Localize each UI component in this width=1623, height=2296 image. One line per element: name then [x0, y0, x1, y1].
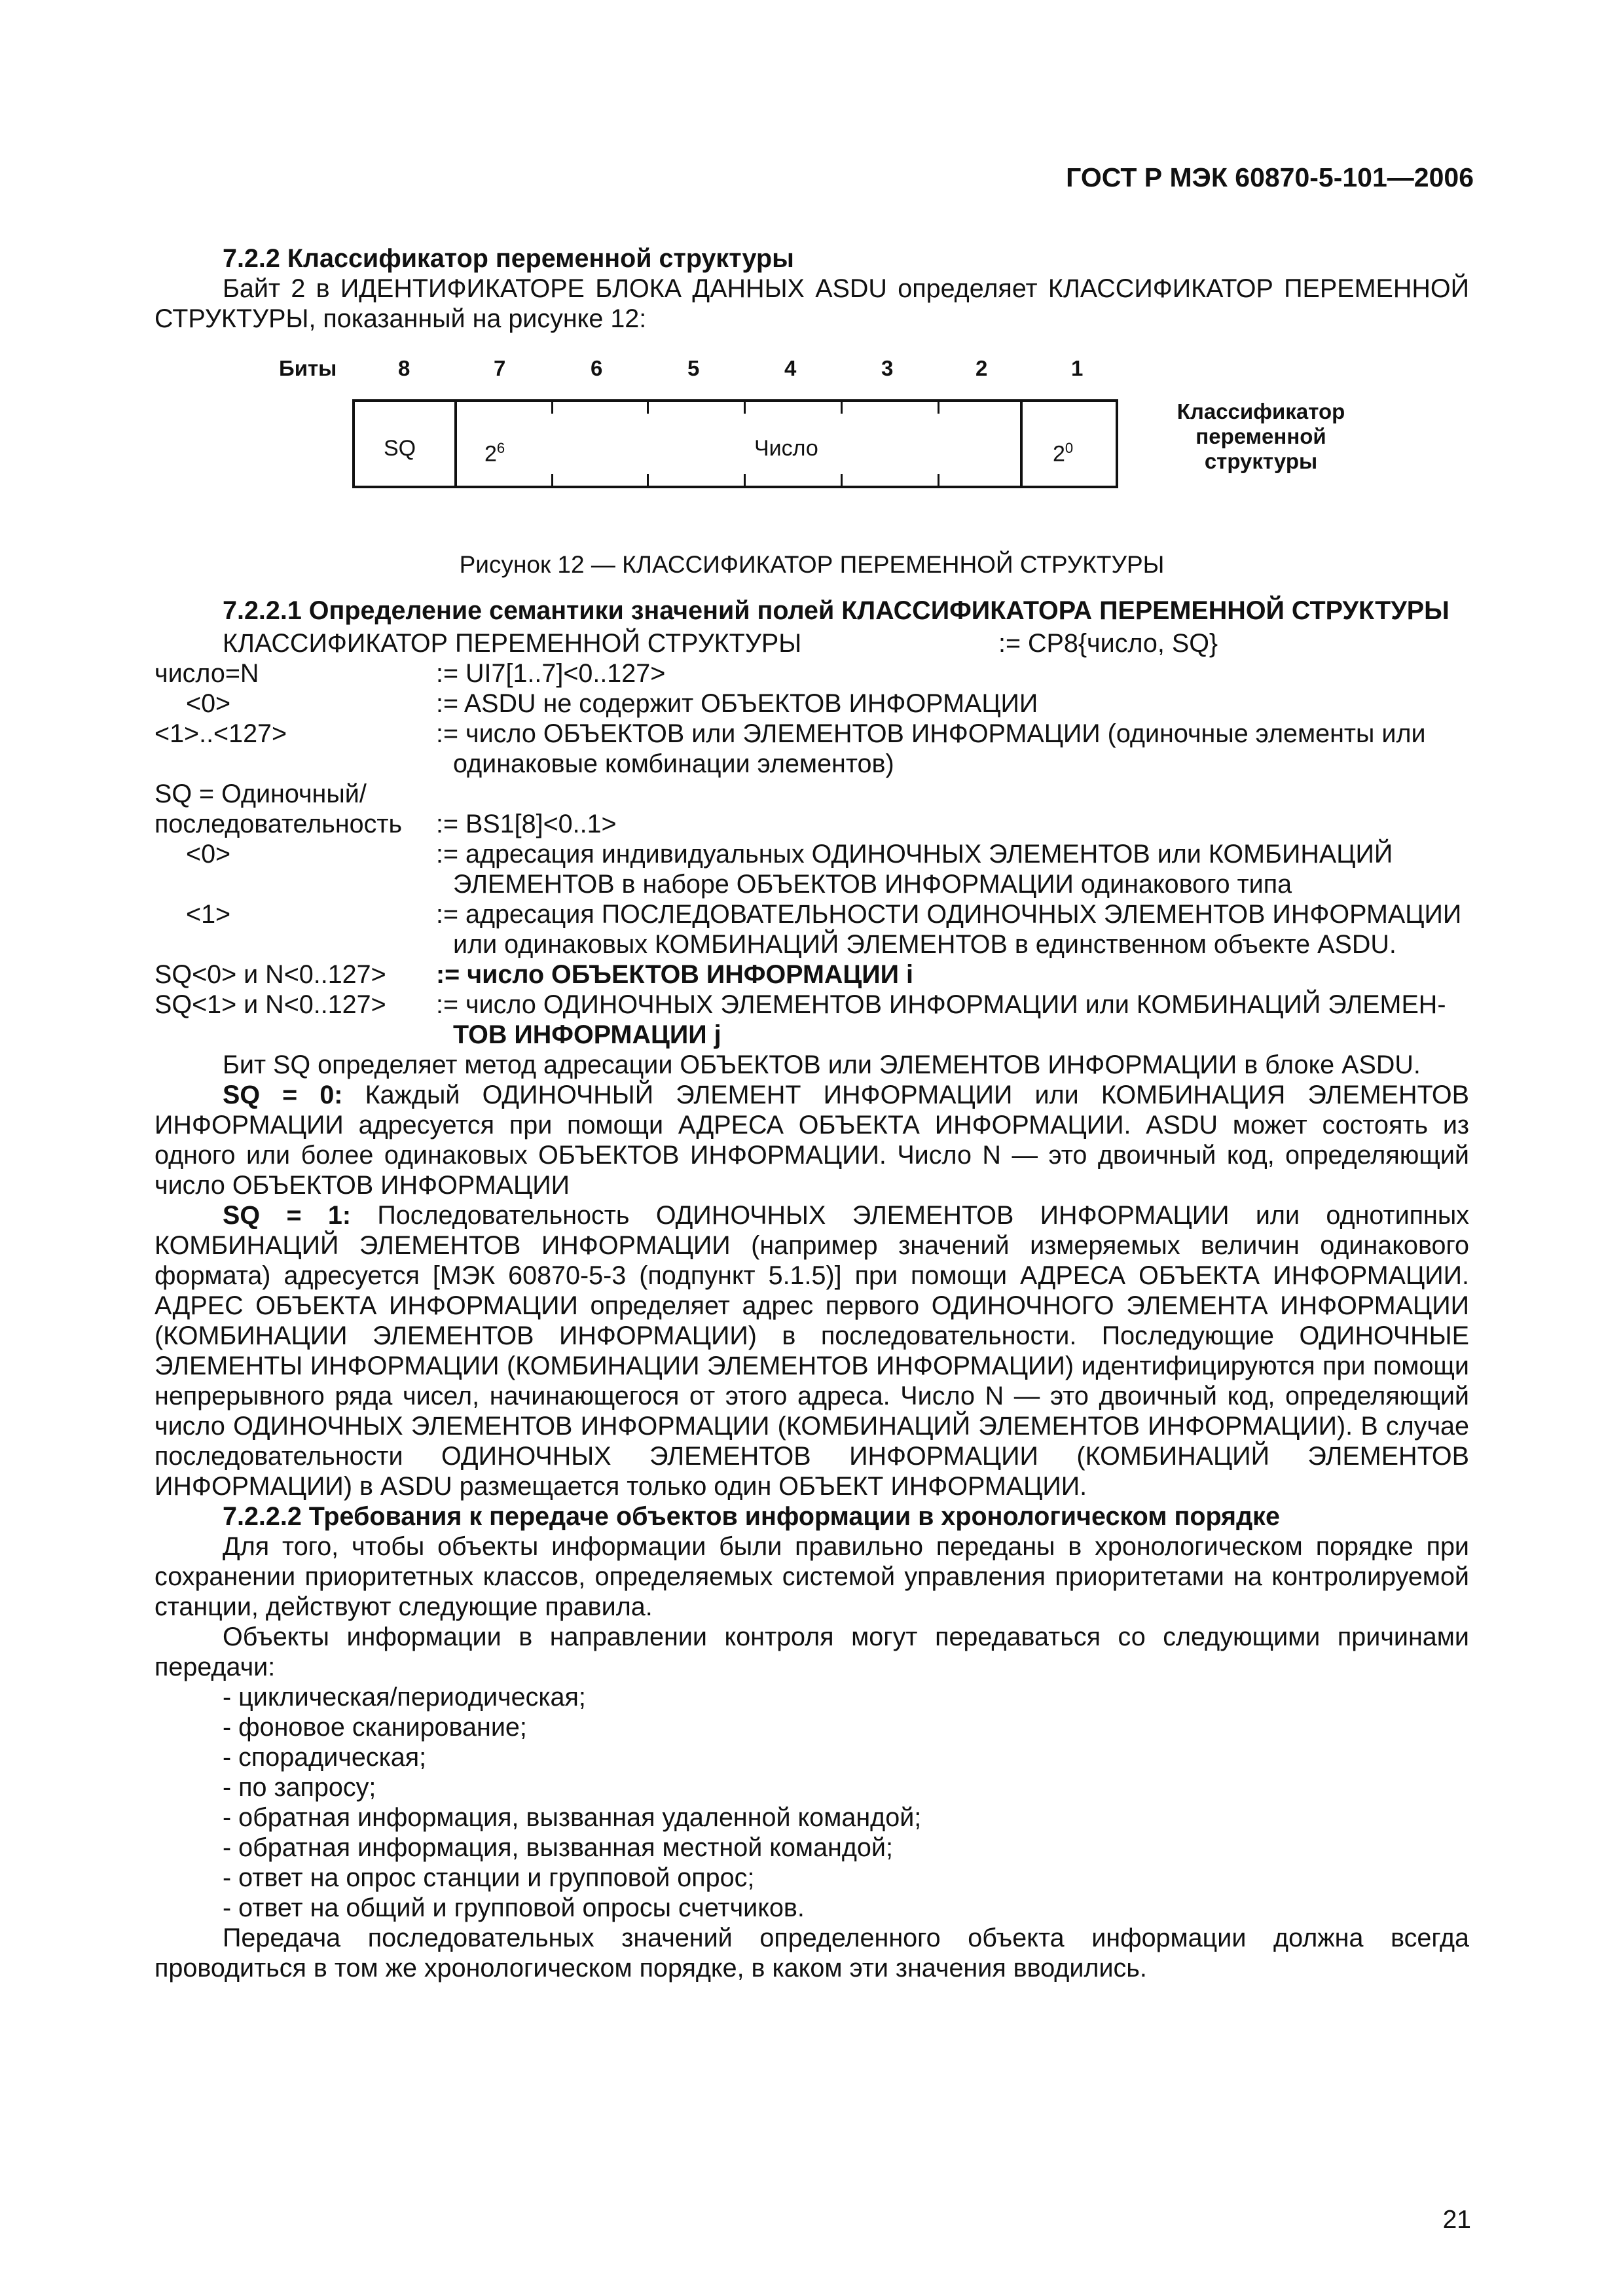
- definition-row: число=N := UI7[1..7]<0..127>: [155, 659, 666, 688]
- bit-tick: [744, 402, 746, 414]
- list-item: - обратная информация, вызванная местной командой;: [223, 1833, 893, 1862]
- list-item: - ответ на общий и групповой опросы счетчиков.: [223, 1893, 805, 1922]
- register-divider: [1020, 402, 1023, 486]
- bit-tick: [841, 402, 843, 414]
- list-item: - фоновое сканирование;: [223, 1713, 527, 1742]
- bit-number: 2: [976, 356, 988, 380]
- list-item: - спорадическая;: [223, 1743, 427, 1772]
- list-item: - циклическая/периодическая;: [223, 1683, 586, 1712]
- bit-number: 5: [687, 356, 700, 380]
- figure-caption: Рисунок 12 — КЛАССИФИКАТОР ПЕРЕМЕННОЙ СТРУКТУРЫ: [459, 551, 1165, 578]
- subsection-heading: 7.2.2.1 Определение семантики значений полей КЛАССИФИКАТОРА ПЕРЕМЕННОЙ СТРУКТУРЫ: [223, 596, 1450, 625]
- register-cell-number: Число: [754, 436, 818, 461]
- bit-number: 7: [494, 356, 506, 380]
- bit-number: 6: [591, 356, 603, 380]
- bit-tick: [841, 474, 843, 486]
- definition-title-row: КЛАССИФИКАТОР ПЕРЕМЕННОЙ СТРУКТУРЫ := CP8{число, SQ}: [223, 629, 1218, 658]
- transmission-causes-list: [155, 1682, 1469, 1923]
- bit-number: 1: [1071, 356, 1084, 380]
- bit-tick: [647, 474, 649, 486]
- paragraph-sq-bit: Бит SQ определяет метод адресации ОБЪЕКТОВ или ЭЛЕМЕНТОВ ИНФОРМАЦИИ в блоке ASDU.: [223, 1050, 1421, 1079]
- definition-row: SQ<1> и N<0..127> := число ОДИНОЧНЫХ ЭЛЕМЕНТОВ ИНФОРМАЦИИ или КОМБИНАЦИЙ ЭЛЕМЕН- ТОВ ИНФОРМАЦИИ j: [155, 990, 1446, 1049]
- register-divider: [454, 402, 457, 486]
- page-number: 21: [1442, 2206, 1471, 2234]
- section-heading: 7.2.2 Классификатор переменной структуры: [223, 244, 794, 273]
- register-cell-lsb: $2^0$: [1053, 440, 1074, 467]
- bit-number: 3: [881, 356, 894, 380]
- bit-number: 8: [398, 356, 410, 380]
- definition-row: SQ<0> и N<0..127> := число ОБЪЕКТОВ ИНФОРМАЦИИ i: [155, 960, 914, 989]
- subsection-heading: 7.2.2.2 Требования к передаче объектов информации в хронологическом порядке: [223, 1502, 1280, 1531]
- bit-tick: [551, 402, 553, 414]
- register-cell-msb: $2^6$: [484, 440, 505, 467]
- list-item: - ответ на опрос станции и групповой опрос;: [223, 1863, 755, 1892]
- figure-12: [155, 353, 1469, 550]
- bit-tick: [938, 402, 939, 414]
- bits-label: Биты: [279, 356, 337, 380]
- page-content: [155, 243, 1469, 1983]
- register-cell-sq: SQ: [384, 436, 416, 461]
- paragraph: Передача последовательных значений определенного объекта информации должна всегда проводиться в том же хронологическом порядке, в каком эти значения вводились.: [155, 1924, 1469, 1982]
- bit-tick: [744, 474, 746, 486]
- section-intro: Байт 2 в ИДЕНТИФИКАТОРЕ БЛОКА ДАННЫХ ASDU определяет КЛАССИФИКАТОР ПЕРЕМЕННОЙ СТРУКТУРЫ, показанный на рисунке 12:: [155, 274, 1469, 333]
- definition-list: [155, 628, 1469, 1050]
- bit-tick: [551, 474, 553, 486]
- definition-row: <0> := адресация индивидуальных ОДИНОЧНЫХ ЭЛЕМЕНТОВ или КОМБИНАЦИЙ ЭЛЕМЕНТОВ в наборе ОБЪЕКТОВ ИНФОРМАЦИИ одинакового типа: [186, 840, 1393, 899]
- definition-row: SQ = Одиночный/: [155, 780, 367, 808]
- bit-tick: [938, 474, 939, 486]
- list-item: - обратная информация, вызванная удаленной командой;: [223, 1803, 922, 1832]
- paragraph-sq1: SQ = 1: Последовательность ОДИНОЧНЫХ ЭЛЕМЕНТОВ ИНФОРМАЦИИ или однотипных КОМБИНАЦИЙ ЭЛЕМЕНТОВ ИНФОРМАЦИИ (например значений измеряемых величин одинакового формата) адресуется [МЭК 60870-5-3 (подпункт 5.1.5)] при помощи АДРЕСА ОБЪЕКТА ИНФОРМАЦИИ. АДРЕС ОБЪЕКТА ИНФОРМАЦИИ определяет адрес первого ОДИНОЧНОГО ЭЛЕМЕНТА ИНФОРМАЦИИ (КОМБИНАЦИИ ЭЛЕМЕНТОВ ИНФОРМАЦИИ) в последовательности. Последующие ОДИНОЧНЫЕ ЭЛЕМЕНТЫ ИНФОРМАЦИИ (КОМБИНАЦИИ ЭЛЕМЕНТОВ ИНФОРМАЦИИ) идентифицируются при помощи непрерывного ряда чисел, начинающегося от этого адреса. Число N — это двоичный код, определяющий число ОДИНОЧНЫХ ЭЛЕМЕНТОВ ИНФОРМАЦИИ (КОМБИНАЦИЙ ЭЛЕМЕНТОВ ИНФОРМАЦИИ). В случае последовательности ОДИНОЧНЫХ ЭЛЕМЕНТОВ ИНФОРМАЦИИ (КОМБИНАЦИЙ ЭЛЕМЕНТОВ ИНФОРМАЦИИ) в ASDU размещается только один ОБЪЕКТ ИНФОРМАЦИИ.: [155, 1201, 1469, 1501]
- standard-header: ГОСТ Р МЭК 60870-5-101—2006: [1066, 162, 1474, 192]
- paragraph: Для того, чтобы объекты информации были правильно переданы в хронологическом порядке при сохранении приоритетных классов, определяемых системой управления приоритетами на контролируемой станции, действуют следующие правила.: [155, 1532, 1469, 1621]
- list-item: - по запросу;: [223, 1773, 376, 1802]
- definition-row: <1> := адресация ПОСЛЕДОВАТЕЛЬНОСТИ ОДИНОЧНЫХ ЭЛЕМЕНТОВ ИНФОРМАЦИИ или одинаковых КОМБИНАЦИЙ ЭЛЕМЕНТОВ в единственном объекте ASDU.: [186, 900, 1462, 959]
- definition-row: <0> := ASDU не содержит ОБЪЕКТОВ ИНФОРМАЦИИ: [186, 689, 1038, 718]
- bit-number: 4: [784, 356, 797, 380]
- bit-tick: [647, 402, 649, 414]
- paragraph-sq0: SQ = 0: Каждый ОДИНОЧНЫЙ ЭЛЕМЕНТ ИНФОРМАЦИИ или КОМБИНАЦИЯ ЭЛЕМЕНТОВ ИНФОРМАЦИИ адресуется при помощи АДРЕСА ОБЪЕКТА ИНФОРМАЦИИ. ASDU может состоять из одного или более одинаковых ОБЪЕКТОВ ИНФОРМАЦИИ. Число N — это двоичный код, определяющий число ОБЪЕКТОВ ИНФОРМАЦИИ: [155, 1081, 1469, 1200]
- definition-row: <1>..<127> := число ОБЪЕКТОВ или ЭЛЕМЕНТОВ ИНФОРМАЦИИ (одиночные элементы или одинаковые комбинации элементов): [155, 719, 1426, 778]
- figure-side-label: Классификатор переменной структуры: [1176, 399, 1345, 473]
- variable-structure-qualifier-register: [352, 399, 1118, 488]
- paragraph: Объекты информации в направлении контроля могут передаваться со следующими причинами передачи:: [155, 1623, 1469, 1681]
- definition-row: последовательность := BS1[8]<0..1>: [155, 810, 617, 838]
